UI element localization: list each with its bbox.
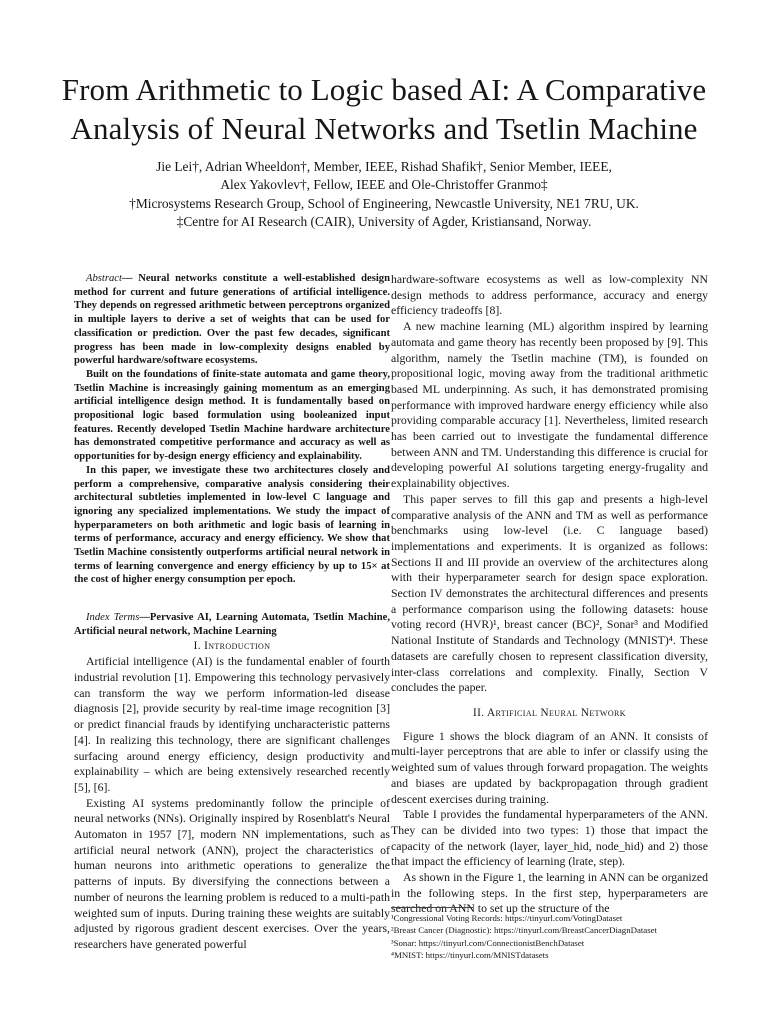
- title-line-1: From Arithmetic to Logic based AI: A Comparative: [61, 72, 707, 107]
- intro-paragraph-5: This paper serves to fill this gap and presents a high-level comparative analysis of the ANN and TM as well as performance benchmarks using low-level (i.e. C language based) implementations and experiments. It is organized as follows: Sections II and III provide an overview of the architectures along with their hyperparameter search for design space exploration. Section IV demonstrates the architectural differences and presents a performance comparison using the following datasets: house voting record (HVR)¹, breast cancer (BC)², Sonar³ and Modified National Institute of Standards and Technology (MNIST)⁴. These datasets are carefully chosen to represent classification diversity, inter-class correlations and complexity. Finally, Section V concludes the paper.: [391, 491, 708, 695]
- intro-paragraph-3: hardware-software ecosystems as well as low-complexity NN design methods to address performance, accuracy and energy efficiency tradeoffs [8].: [391, 272, 708, 318]
- affiliation-1: †Microsystems Research Group, School of Engineering, Newcastle University, NE1 7RU, UK.: [129, 195, 639, 211]
- left-column: [74, 272, 390, 953]
- footnote-4[interactable]: ⁴MNIST: https://tinyurl.com/MNISTdatasets: [391, 950, 549, 961]
- ann-paragraph-1: Figure 1 shows the block diagram of an ANN. It consists of multi-layer perceptrons that are able to infer or classify using the weighted sum of values through forward propagation. The weights and biases are updated by backpropagation through gradient descent exercises during training.: [391, 728, 708, 806]
- section-1-heading: I. Introduction: [193, 639, 271, 652]
- title-line-2: Analysis of Neural Networks and Tsetlin Machine: [70, 111, 698, 146]
- abstract-paragraph-2: Built on the foundations of finite-state automata and game theory, Tsetlin Machine is increasingly gaining momentum as an emerging artificial intelligence design method. It is fundamentally based on propositional logic based formulation using booleanized input features. Recently developed Tsetlin Machine hardware architecture has demonstrated competitive performance and accuracy as well as opportunities for by-design energy efficiency and explainability.: [74, 368, 390, 463]
- footnote-1[interactable]: ¹Congressional Voting Records: https://tinyurl.com/VotingDataset: [391, 913, 623, 923]
- ann-paragraph-2: Table I provides the fundamental hyperparameters of the ANN. They can be divided into two types: 1) those that impact the capacity of the network (layer, layer_hid, node_hid) and 2) those that impact the efficiency of learning (lrate, step).: [391, 807, 708, 869]
- index-terms-label: Index Terms: [86, 612, 140, 624]
- authors-line-2: Alex Yakovlev†, Fellow, IEEE and Ole-Christoffer Granmo‡: [220, 177, 548, 193]
- footnote-3[interactable]: ³Sonar: https://tinyurl.com/ConnectionistBenchDataset: [391, 937, 585, 948]
- footnote-divider: [391, 907, 473, 908]
- paper-title: [40, 70, 728, 148]
- authors-line-1: Jie Lei†, Adrian Wheeldon†, Member, IEEE, Rishad Shafik†, Senior Member, IEEE,: [156, 159, 612, 174]
- affiliation-2: ‡Centre for AI Research (CAIR), University of Agder, Kristiansand, Norway.: [176, 214, 592, 230]
- footnotes: [391, 912, 708, 962]
- right-column: [391, 272, 708, 917]
- abstract-paragraph-1: [74, 272, 390, 368]
- author-block: [40, 158, 728, 232]
- section-2-heading: II. Artificial Neural Network: [473, 706, 626, 719]
- intro-paragraph-2: Existing AI systems predominantly follow the principle of neural networks (NNs). Originally inspired by Rosenblatt's Neural Automaton in 1957 [7], modern NN implementations, such as artificial neural network (ANN), project the characteristics of human neurons into arithmetic operations to generalize the patterns of inputs. By diversifying the connections between a number of neurons the learning problem is reduced to a multi-path weighted sum of inputs. During training these weights are suitably adjusted by rigorous gradient descent exercises. Over the years, researchers have generated powerful: [74, 795, 390, 951]
- ann-paragraph-3: As shown in the Figure 1, the learning in ANN can be organized in the following steps. In the first step, hyperparameters are searched on ANN to set up the structure of the: [391, 870, 708, 916]
- abstract-label: Abstract: [86, 273, 122, 284]
- intro-paragraph-4: A new machine learning (ML) algorithm inspired by learning automata and game theory has recently been proposed by [9]. This algorithm, namely the Tsetlin machine (TM), is founded on propositional logic, moving away from the traditional arithmetic based ML underpinning. As such, it has demonstrated promising performance with improved hardware energy efficiency while also providing comparable accuracy [1]. Nevertheless, limited research has been carried out to investigate the fundamental difference between ANN and TM. Understanding this difference is crucial for developing powerful AI solutions targeting energy-frugality and explainability objectives.: [391, 319, 708, 491]
- abstract: [74, 272, 390, 587]
- index-terms: [74, 611, 390, 638]
- intro-paragraph-1: Artificial intelligence (AI) is the fundamental enabler of fourth industrial revolution [1]. Empowering this technology pervasively can transform the way we perform information-led disease diagnosis [2], provide security by real-time image recognition [3] or predict financial frauds by identifying uncharacteristic patterns [4]. In realizing this technology, there are significant challenges surfacing around energy efficiency, design productivity and explainability – which are being extensively researched recently [5], [6].: [74, 654, 390, 794]
- abstract-paragraph-3: In this paper, we investigate these two architectures closely and perform a comprehensive, comparative analysis considering their architectural subtleties implemented in low-level C language and ignoring any specialized implementations. We study the impact of hyperparameters on both arithmetic and logic basis of learning in terms of performance, accuracy and energy efficiency. We show that Tsetlin Machine consistently outperforms artificial neural network in terms of learning convergence and energy efficiency by up to 15× at the cost of higher energy consumption per epoch.: [74, 464, 390, 586]
- abstract-text-1: — Neural networks constitute a well-established design method for current and future generations of artificial intelligence. They depends on regressed arithmetic between perceptrons organized in multiple layers to derive a set of weights that can be used for classification or prediction. Over the past few decades, significant progress has been made in low-complexity designs enabled by powerful hardware/software ecosystems.: [74, 273, 390, 367]
- index-terms-text: —Pervasive AI, Learning Automata, Tsetlin Machine, Artificial neural network, Machine Learning: [74, 612, 390, 637]
- footnote-2[interactable]: ²Breast Cancer (Diagnostic): https://tinyurl.com/BreastCancerDiagnDataset: [391, 925, 657, 936]
